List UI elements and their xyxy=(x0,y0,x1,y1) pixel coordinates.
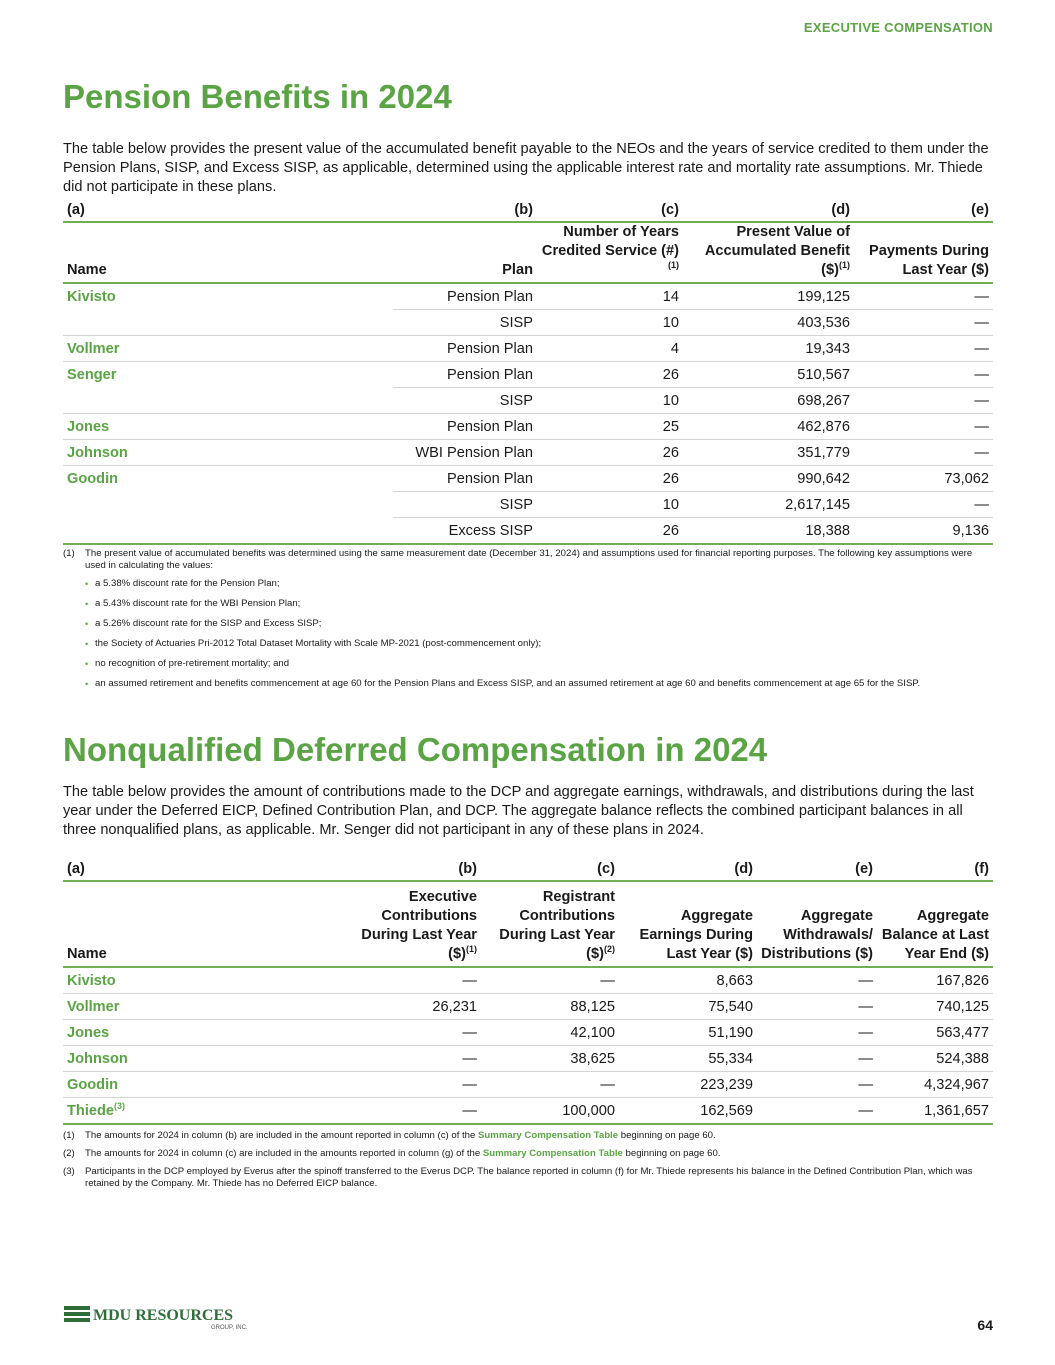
column-letter: (f) xyxy=(877,858,993,881)
pension-intro: The table below provides the present value of the accumulated benefit payable to the NEOs and the years of service credited to them under the Pension Plans, SISP, and Excess SISP, as applicable, determined using the applicable interest rate and mortality rate assumptions. Mr. Thiede did not participate in these plans. xyxy=(63,141,989,195)
cell-reg: — xyxy=(481,1072,619,1098)
list-item xyxy=(85,598,993,610)
list-item-text: a 5.43% discount rate for the WBI Pension Plan; xyxy=(95,598,301,609)
cell-reg: 88,125 xyxy=(481,994,619,1020)
header-aggregate-balance: Aggregate Balance at Last Year End ($) xyxy=(877,881,993,967)
cell-plan: SISP xyxy=(393,492,537,518)
cell-bal: 563,477 xyxy=(877,1020,993,1046)
cell-pv: 18,388 xyxy=(683,518,854,545)
logo-name: MDU RESOURCES xyxy=(93,1307,234,1324)
cell-years: 10 xyxy=(537,310,683,336)
table-row xyxy=(63,967,993,994)
cell-name: Goodin xyxy=(63,1072,340,1098)
cell-name: Kivisto xyxy=(63,967,340,994)
cell-plan: Pension Plan xyxy=(393,466,537,492)
cell-earn: 75,540 xyxy=(619,994,757,1020)
cell-earn: 8,663 xyxy=(619,967,757,994)
bullet-icon: • xyxy=(85,619,89,629)
list-item xyxy=(85,638,993,650)
table-row xyxy=(63,466,993,492)
cell-years: 25 xyxy=(537,414,683,440)
footnote-number: (1) xyxy=(63,548,75,559)
table-row xyxy=(63,283,993,310)
list-item-text: an assumed retirement and benefits commencement at age 60 for the Pension Plans and Excess SISP, and an assumed retirement at age 60 and benefits commencement at age 65 for the SISP. xyxy=(95,678,921,689)
table-row xyxy=(63,518,993,545)
cell-payments: 9,136 xyxy=(854,518,993,545)
cell-payments: 73,062 xyxy=(854,466,993,492)
column-letter: (a) xyxy=(63,858,340,881)
summary-compensation-table-link[interactable]: Summary Compensation Table xyxy=(482,1148,623,1159)
cell-payments: — xyxy=(854,388,993,414)
footnote: (2) The amounts for 2024 in column (c) are included in the amounts reported in column (g) of the Summary Compensation Table beginning on page 60. xyxy=(63,1148,721,1159)
cell-exec: — xyxy=(340,967,481,994)
table-row xyxy=(63,336,993,362)
cell-earn: 162,569 xyxy=(619,1098,757,1125)
column-letter: (b) xyxy=(340,858,481,881)
cell-plan: Pension Plan xyxy=(393,362,537,388)
header-payments: Payments During Last Year ($) xyxy=(854,222,993,283)
cell-reg: — xyxy=(481,967,619,994)
cell-years: 14 xyxy=(537,283,683,310)
cell-payments: — xyxy=(854,336,993,362)
cell-name: Senger xyxy=(67,366,117,383)
column-letter: (e) xyxy=(854,199,993,222)
cell-name: Thiede$^{(3)}$ xyxy=(63,1098,340,1125)
cell-plan: SISP xyxy=(393,388,537,414)
column-letter: (c) xyxy=(537,199,683,222)
ndc-header-row xyxy=(63,881,993,967)
cell-years: 10 xyxy=(537,492,683,518)
cell-pv: 2,617,145 xyxy=(683,492,854,518)
cell-plan: Excess SISP xyxy=(393,518,537,545)
cell-wd: — xyxy=(757,1072,877,1098)
table-row xyxy=(63,1072,993,1098)
cell-reg: 38,625 xyxy=(481,1046,619,1072)
cell-pv: 462,876 xyxy=(683,414,854,440)
table-row xyxy=(63,414,993,440)
summary-compensation-table-link[interactable]: Summary Compensation Table xyxy=(478,1130,619,1141)
header-plan: Plan xyxy=(393,222,537,283)
cell-exec: 26,231 xyxy=(340,994,481,1020)
column-letter: (b) xyxy=(393,199,537,222)
table-row xyxy=(63,1046,993,1072)
pension-footnotes xyxy=(63,548,993,698)
list-item-text: the Society of Actuaries Pri-2012 Total Dataset Mortality with Scale MP-2021 (post-commencement only); xyxy=(95,638,542,649)
cell-exec: — xyxy=(340,1072,481,1098)
cell-reg: 100,000 xyxy=(481,1098,619,1125)
cell-plan: Pension Plan xyxy=(393,283,537,310)
cell-name xyxy=(63,310,393,336)
cell-bal: 4,324,967 xyxy=(877,1072,993,1098)
cell-name xyxy=(63,518,393,545)
cell-years: 26 xyxy=(537,440,683,466)
pension-table xyxy=(63,199,993,545)
cell-years: 26 xyxy=(537,362,683,388)
cell-earn: 55,334 xyxy=(619,1046,757,1072)
bullet-icon: • xyxy=(85,679,89,689)
footnote-text: The present value of accumulated benefits was determined using the same measurement date (December 31, 2024) and assumptions used for financial reporting purposes. The following key assumptions were used in calculating the values: xyxy=(85,548,973,571)
column-letter: (c) xyxy=(481,858,619,881)
pension-title: Pension Benefits in 2024 xyxy=(63,78,452,115)
cell-earn: 51,190 xyxy=(619,1020,757,1046)
table-row xyxy=(63,994,993,1020)
table-row xyxy=(63,362,993,388)
header-registrant-contributions: Registrant Contributions During Last Year ($)$^{(2)}$ xyxy=(481,881,619,967)
cell-name: Vollmer xyxy=(63,994,340,1020)
table-row xyxy=(63,1098,993,1125)
cell-name: Jones xyxy=(63,1020,340,1046)
cell-bal: 740,125 xyxy=(877,994,993,1020)
ndc-table xyxy=(63,858,993,1125)
cell-bal: 167,826 xyxy=(877,967,993,994)
section-header: EXECUTIVE COMPENSATION xyxy=(803,20,993,35)
table-row xyxy=(63,388,993,414)
cell-pv: 698,267 xyxy=(683,388,854,414)
cell-years: 4 xyxy=(537,336,683,362)
list-item xyxy=(85,658,993,670)
ndc-letter-row xyxy=(63,858,993,881)
cell-exec: — xyxy=(340,1046,481,1072)
cell-wd: — xyxy=(757,1020,877,1046)
bullet-icon: • xyxy=(85,639,89,649)
assumption-list xyxy=(63,578,993,690)
cell-exec: — xyxy=(340,1098,481,1125)
cell-payments: — xyxy=(854,362,993,388)
cell-payments: — xyxy=(854,310,993,336)
cell-wd: — xyxy=(757,1098,877,1125)
list-item xyxy=(85,578,993,590)
cell-wd: — xyxy=(757,994,877,1020)
list-item xyxy=(85,678,993,690)
mdu-logo xyxy=(63,1304,263,1330)
pension-letter-row xyxy=(63,199,993,222)
cell-name: Jones xyxy=(63,414,393,440)
cell-name xyxy=(63,492,393,518)
footnote: (3) Participants in the DCP employed by Everus after the spinoff transferred to the Everus DCP. The balance reported in column (f) for Mr. Thiede represents his balance in the Defined Contribution Plan, which was retained by the Company. Mr. Thiede has no Deferred EICP balance. xyxy=(63,1166,973,1189)
cell-name xyxy=(63,388,393,414)
cell-years: 10 xyxy=(537,388,683,414)
cell-pv: 19,343 xyxy=(683,336,854,362)
cell-reg: 42,100 xyxy=(481,1020,619,1046)
column-letter: (a) xyxy=(63,199,393,222)
bullet-icon: • xyxy=(85,599,89,609)
cell-wd: — xyxy=(757,1046,877,1072)
cell-payments: — xyxy=(854,440,993,466)
ndc-title: Nonqualified Deferred Compensation in 2024 xyxy=(63,731,768,768)
cell-years: 26 xyxy=(537,466,683,492)
cell-payments: — xyxy=(854,283,993,310)
list-item-text: a 5.38% discount rate for the Pension Plan; xyxy=(95,578,280,589)
cell-pv: 199,125 xyxy=(683,283,854,310)
cell-plan: Pension Plan xyxy=(393,414,537,440)
bullet-icon: • xyxy=(85,579,89,589)
cell-payments: — xyxy=(854,492,993,518)
column-letter: (e) xyxy=(757,858,877,881)
page-number: 64 xyxy=(977,1317,993,1333)
column-letter: (d) xyxy=(619,858,757,881)
header-years: Number of Years Credited Service (#)$^{(1)}$ xyxy=(537,222,683,283)
ndc-footnotes xyxy=(63,1130,993,1196)
cell-earn: 223,239 xyxy=(619,1072,757,1098)
cell-bal: 1,361,657 xyxy=(877,1098,993,1125)
cell-name: Vollmer xyxy=(63,336,393,362)
header-executive-contributions: Executive Contributions During Last Year ($)$^{(1)}$ xyxy=(340,881,481,967)
table-row xyxy=(63,492,993,518)
header-aggregate-withdrawals: Aggregate Withdrawals/ Distributions ($) xyxy=(757,881,877,967)
cell-bal: 524,388 xyxy=(877,1046,993,1072)
cell-name: Johnson xyxy=(63,440,393,466)
header-name: Name xyxy=(63,222,393,283)
footnote: (1) The amounts for 2024 in column (b) are included in the amount reported in column (c) of the Summary Compensation Table beginning on page 60. xyxy=(63,1130,716,1141)
cell-pv: 990,642 xyxy=(683,466,854,492)
cell-payments: — xyxy=(854,414,993,440)
list-item-text: no recognition of pre-retirement mortality; and xyxy=(95,658,290,669)
ndc-intro: The table below provides the amount of contributions made to the DCP and aggregate earnings, withdrawals, and distributions during the last year under the Deferred EICP, Defined Contribution Plan, and DCP. The aggregate balance reflects the combined participant balances in all three nonqualified plans, as applicable. Mr. Senger did not participant in any of these plans in 2024. xyxy=(63,784,974,838)
cell-plan: WBI Pension Plan xyxy=(393,440,537,466)
cell-plan: Pension Plan xyxy=(393,336,537,362)
table-row xyxy=(63,1020,993,1046)
table-row xyxy=(63,310,993,336)
cell-plan: SISP xyxy=(393,310,537,336)
cell-wd: — xyxy=(757,967,877,994)
list-item xyxy=(85,618,993,630)
table-row xyxy=(63,440,993,466)
cell-pv: 351,779 xyxy=(683,440,854,466)
cell-pv: 510,567 xyxy=(683,362,854,388)
cell-years: 26 xyxy=(537,518,683,545)
cell-name: Goodin xyxy=(67,470,119,487)
cell-pv: 403,536 xyxy=(683,310,854,336)
logo-subtitle: GROUP, INC. xyxy=(211,1325,248,1330)
pension-header-row xyxy=(63,222,993,283)
cell-name: Johnson xyxy=(63,1046,340,1072)
column-letter: (d) xyxy=(683,199,854,222)
cell-name: Kivisto xyxy=(67,288,116,305)
header-present-value: Present Value of Accumulated Benefit ($)$^{(1)}$ xyxy=(683,222,854,283)
list-item-text: a 5.26% discount rate for the SISP and Excess SISP; xyxy=(95,618,322,629)
cell-exec: — xyxy=(340,1020,481,1046)
bullet-icon: • xyxy=(85,659,89,669)
header-name: Name xyxy=(63,881,340,967)
header-aggregate-earnings: Aggregate Earnings During Last Year ($) xyxy=(619,881,757,967)
